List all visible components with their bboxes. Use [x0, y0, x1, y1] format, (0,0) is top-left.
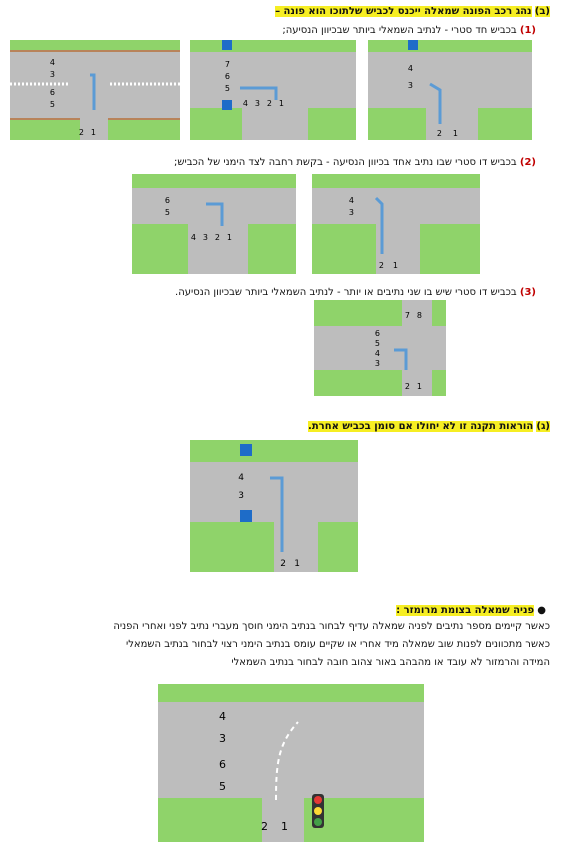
item-1 [282, 24, 536, 37]
diagram-2 [190, 40, 356, 140]
d4-lane-1: 1 [226, 233, 232, 242]
d6-lane-8: 8 [416, 311, 422, 320]
d4-lane-6: 6 [164, 196, 170, 205]
d6-lane-4: 4 [374, 349, 380, 358]
d4-lane-4: 4 [190, 233, 196, 242]
direction-sign-icon [408, 40, 418, 50]
item-2-text: בכביש דו סטרי שבו נתיב אחד בכיוון הנסיעה - בקשת רחבה לצד הימני של הכביש; [174, 157, 517, 168]
section-b-header [275, 5, 550, 18]
d6-lane-2: 2 [404, 382, 410, 391]
section-g-header [308, 420, 550, 433]
diagram-1 [10, 40, 180, 140]
d1-lane-2: 2 [78, 128, 84, 137]
item-3 [175, 286, 536, 299]
diagram-7 [190, 440, 358, 572]
section-b-label: (ב) [534, 6, 550, 17]
diagram-5 [312, 174, 480, 274]
d5-lane-1: 1 [392, 261, 398, 270]
d3-lane-3: 3 [407, 81, 413, 90]
diagram-6 [314, 300, 446, 396]
d2-lane-2: 2 [266, 99, 272, 108]
d2-lane-3: 3 [254, 99, 260, 108]
d8-lane-3: 3 [219, 732, 226, 745]
d2-lane-6: 6 [224, 72, 230, 81]
d1-lane-4: 4 [49, 58, 55, 67]
d7-lane-4: 4 [238, 473, 244, 483]
d2-lane-7: 7 [224, 60, 230, 69]
d7-lane-1: 1 [294, 559, 300, 569]
diagram-3 [368, 40, 532, 140]
note-line-2: כאשר מתכוונים לפנות שוב שמאלה מיד אחרי או שקיים עומס בנתיב הימני רצוי לבחור בנתיב השמאלי [126, 639, 550, 650]
item-1-text: בכביש חד סטרי - לנתיב השמאלי ביותר שבכיוון הנסיעה; [282, 25, 517, 36]
d6-lane-5: 5 [374, 339, 380, 348]
d3-lane-4: 4 [407, 64, 413, 73]
item-2-number: (2) [519, 157, 536, 168]
d8-lane-1: 1 [281, 820, 288, 833]
direction-sign-icon [240, 510, 252, 522]
section-g-label: (ג) [536, 421, 550, 432]
d7-lane-3: 3 [238, 491, 244, 501]
d3-lane-2: 2 [436, 129, 442, 138]
direction-sign-icon [240, 444, 252, 456]
d2-lane-1: 1 [278, 99, 284, 108]
d8-lane-4: 4 [219, 710, 226, 723]
item-3-text: בכביש דו סטרי שיש בו שני נתיבים או יותר - לנתיב השמאלי ביותר שבכיוון הנסיעה. [175, 287, 517, 298]
note-line-1: כאשר קיימים מספר נתיבים לפניה שמאלה עדיף לבחור בנתיב הימני חוסך מעברי נתיב לפני ואחרי הפניה [113, 621, 550, 632]
d5-lane-2: 2 [378, 261, 384, 270]
d4-lane-2: 2 [214, 233, 220, 242]
d7-lane-2: 2 [280, 559, 286, 569]
item-2 [174, 156, 536, 169]
d1-lane-5: 5 [49, 100, 55, 109]
direction-sign-icon [222, 100, 232, 110]
d6-lane-7: 7 [404, 311, 410, 320]
d8-lane-2: 2 [261, 820, 268, 833]
d8-lane-5: 5 [219, 780, 226, 793]
d1-lane-6: 6 [49, 88, 55, 97]
d1-lane-1: 1 [90, 128, 96, 137]
d2-lane-4: 4 [242, 99, 248, 108]
d1-lane-3: 3 [49, 70, 55, 79]
d4-lane-3: 3 [202, 233, 208, 242]
d5-lane-3: 3 [348, 208, 354, 217]
d2-lane-5: 5 [224, 84, 230, 93]
note-title: פניה שמאלה בצומת מרומזר : [396, 605, 535, 616]
d6-lane-1: 1 [416, 382, 422, 391]
section-g-title: הוראות תקנה זו לא יחולו אם סומן בכביש אחרת. [308, 421, 534, 432]
diagram-8 [158, 684, 424, 842]
note-line-3: המידה והרמזור לא עובד או מהבהב באור צהוב חובה לבחור בנתיב השמאלי [231, 657, 550, 668]
d5-lane-4: 4 [348, 196, 354, 205]
d8-lane-6: 6 [219, 758, 226, 771]
section-b-title: נהג רכב הפונה שמאלה ייכנס לכביש שלתוכו הוא פונה – [275, 6, 532, 17]
note-header: ● פניה שמאלה בצומת מרומזר : [396, 605, 546, 616]
d4-lane-5: 5 [164, 208, 170, 217]
diagram-4 [132, 174, 296, 274]
d6-lane-3: 3 [374, 359, 380, 368]
direction-sign-icon [222, 40, 232, 50]
item-1-number: (1) [519, 25, 536, 36]
item-3-number: (3) [519, 287, 536, 298]
d6-lane-6: 6 [374, 329, 380, 338]
d3-lane-1: 1 [452, 129, 458, 138]
